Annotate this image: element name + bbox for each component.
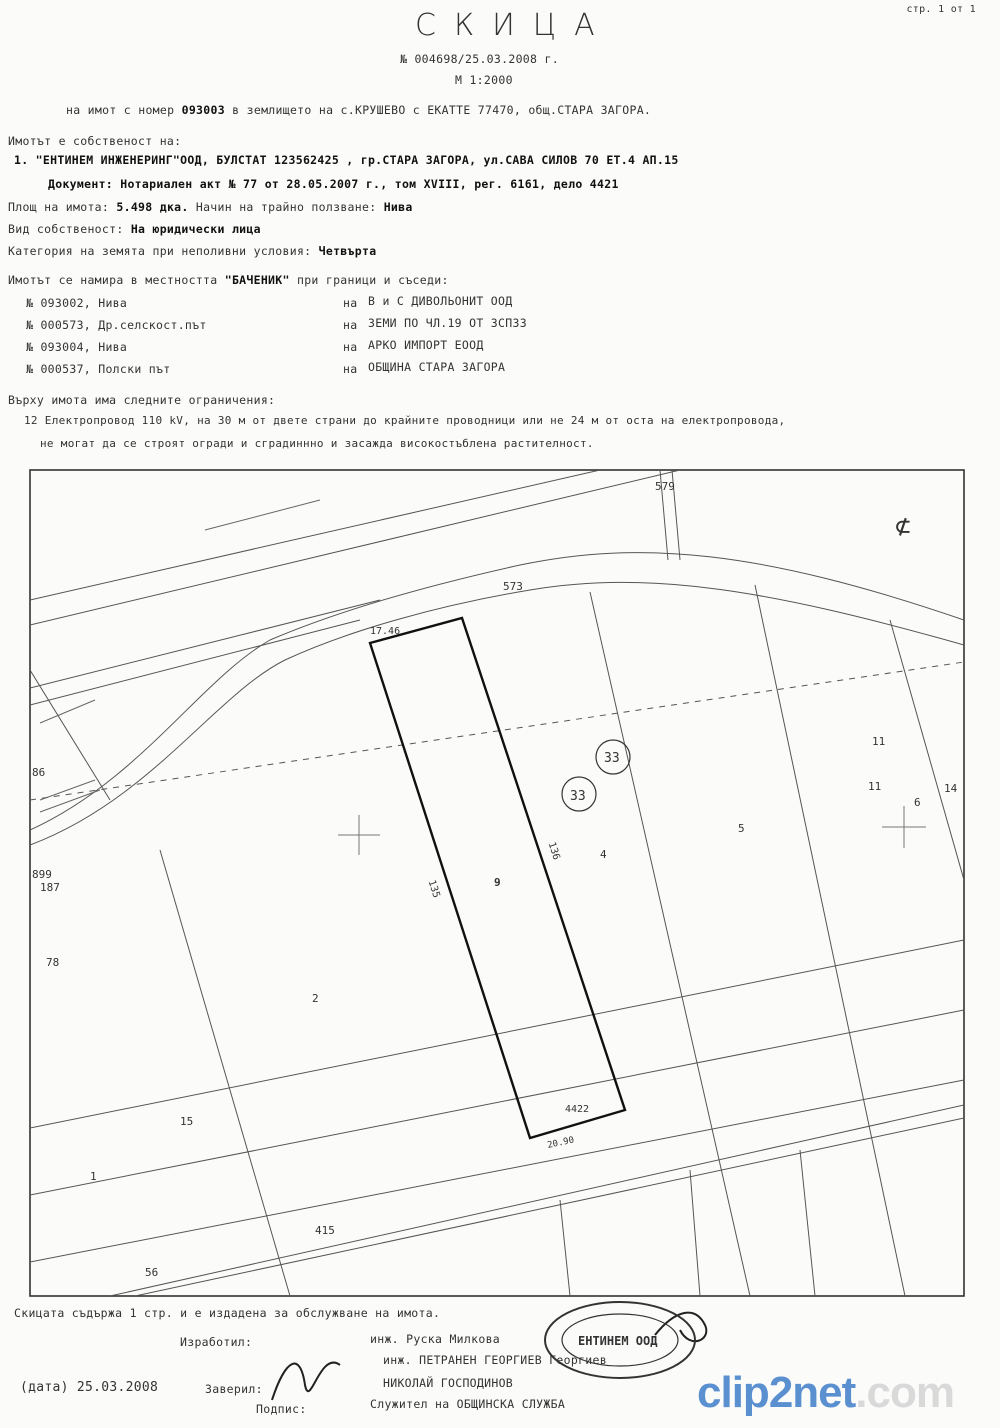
- ownership-label: Вид собственост:: [8, 222, 124, 236]
- land-use-label: Начин на трайно ползване:: [195, 200, 377, 214]
- document-number: № 004698/25.03.2008 г.: [400, 52, 559, 66]
- area-label: Площ на имота:: [8, 200, 110, 214]
- map-label: 15: [180, 1115, 194, 1128]
- sign-label: Подпис:: [256, 1402, 307, 1416]
- neighbour-owner-prefix: на: [343, 340, 358, 354]
- prepared-name: инж. Руска Милкова: [370, 1332, 501, 1346]
- parcel-boundary: [690, 1170, 700, 1296]
- map-label: 20.90: [546, 1135, 576, 1151]
- map-label: 33: [570, 789, 586, 804]
- subject-suffix: в землището на с.КРУШЕВО с ЕКАТТЕ 77470, общ.СТАРА ЗАГОРА.: [232, 103, 652, 117]
- location-suffix: при граници и съседи:: [296, 273, 449, 287]
- north-arrow-icon: ⊄: [895, 512, 911, 542]
- restriction-line-1: 12 Електропровод 110 kV, на 30 м от двете страни до крайните проводници или не 24 м от оста на електропровода,: [24, 414, 786, 427]
- parcel-boundary: [560, 1200, 570, 1296]
- watermark-part1: clip2net: [697, 1368, 856, 1417]
- road-outline: [30, 553, 964, 830]
- prepared-label: Изработил:: [180, 1335, 253, 1349]
- ownership-value: На юридически лица: [130, 222, 261, 236]
- map-label: 33: [604, 751, 620, 766]
- map-label: 78: [46, 956, 60, 969]
- map-label: 2: [312, 992, 319, 1005]
- boundary-line: [30, 600, 380, 688]
- neighbour-id: № 000573, Др.селскост.път: [26, 318, 207, 332]
- map-label: 573: [503, 580, 523, 593]
- map-label: 579: [655, 480, 675, 493]
- map-label: 136: [545, 840, 562, 862]
- issue-date: (дата) 25.03.2008: [20, 1380, 159, 1395]
- parcel-boundary: [755, 585, 905, 1296]
- hatch-marks: [40, 500, 320, 812]
- map-label: 11: [872, 735, 886, 748]
- map-label: 5: [738, 822, 745, 835]
- parcel-boundary: [30, 670, 110, 800]
- document-scale: М 1:2000: [455, 73, 513, 87]
- crosshair-icon: [882, 806, 926, 848]
- area-value: 5.498 дка.: [116, 200, 189, 214]
- boundary-line: [30, 470, 680, 625]
- owner-document: Документ: Нотариален акт № 77 от 28.05.2007 г., том XVIII, рег. 6161, дело 4421: [48, 177, 619, 191]
- owner-label: Имотът е собственост на:: [8, 134, 182, 148]
- neighbour-owner: ЗЕМИ ПО ЧЛ.19 ОТ ЗСПЗЗ: [368, 316, 527, 330]
- map-label: 56: [145, 1266, 159, 1279]
- neighbour-owner: АРКО ИМПОРТ ЕООД: [368, 338, 484, 352]
- land-use-value: Нива: [383, 200, 413, 214]
- boundary-line: [110, 1105, 964, 1296]
- boundary-line: [30, 1080, 964, 1262]
- map-label: 14: [944, 782, 958, 795]
- map-label: 1: [90, 1170, 97, 1183]
- owner-entry: 1. "ЕНТИНЕМ ИНЖЕНЕРИНГ"ООД, БУЛСТАТ 123562425 , гр.СТАРА ЗАГОРА, ул.САВА СИЛОВ 70 ЕТ.4 АП.15: [14, 153, 679, 167]
- map-label: 415: [315, 1224, 335, 1237]
- powerline: [30, 662, 964, 800]
- map-label: 135: [425, 878, 442, 900]
- parcel-boundary: [890, 620, 964, 880]
- parcel-boundary: [160, 850, 290, 1296]
- map-label: 9: [494, 876, 501, 889]
- watermark-part2: .com: [855, 1368, 954, 1417]
- restrictions-label: Върху имота има следните ограничения:: [8, 393, 276, 407]
- map-label: 6: [914, 796, 921, 809]
- watermark-logo: [697, 1368, 954, 1418]
- boundary-line: [30, 620, 360, 705]
- neighbour-id: № 093002, Нива: [26, 296, 128, 310]
- parcel-boundary: [590, 592, 750, 1296]
- subject-prefix: на имот с номер: [66, 103, 175, 117]
- neighbour-id: № 000537, Полски път: [26, 362, 171, 376]
- subject-number: 093003: [181, 103, 225, 117]
- map-label: 4: [600, 848, 607, 861]
- category-value: Четвърта: [318, 244, 377, 258]
- official-role: Служител на ОБЩИНСКА СЛУЖБА: [370, 1397, 566, 1411]
- parcel-boundary: [800, 1150, 815, 1296]
- official-name: НИКОЛАЙ ГОСПОДИНОВ: [383, 1376, 514, 1390]
- map-label: 17.46: [370, 626, 401, 637]
- map-label: 11: [868, 780, 882, 793]
- crosshair-icon: [338, 815, 380, 855]
- signature-mark: [272, 1363, 340, 1400]
- road-outline: [30, 582, 964, 845]
- restriction-line-2: не могат да се строят огради и сградиннно и засажда високостъблена растителност.: [40, 437, 594, 450]
- neighbour-owner-prefix: на: [343, 318, 358, 332]
- page-number: стр. 1 от 1: [906, 4, 976, 15]
- stamp-text: ЕНТИНЕМ ООД: [578, 1334, 658, 1348]
- manager-label: Заверил:: [205, 1382, 263, 1396]
- category-label: Категория на земята при неполивни условия:: [8, 244, 312, 258]
- location-place: "БАЧЕНИК": [224, 273, 290, 287]
- map-label: 4422: [565, 1104, 590, 1115]
- neighbour-id: № 093004, Нива: [26, 340, 128, 354]
- footer-notice: Скицата съдържа 1 стр. и е издадена за обслужване на имота.: [14, 1306, 441, 1320]
- map-label: 86: [32, 766, 46, 779]
- location-prefix: Имотът се намира в местността: [8, 273, 218, 287]
- manager-name: инж. ПЕТРАНЕН ГЕОРГИЕВ Георгиев: [383, 1353, 607, 1367]
- document-title: СКИЦА: [415, 8, 613, 43]
- neighbour-owner: ОБЩИНА СТАРА ЗАГОРА: [368, 360, 506, 374]
- neighbour-owner-prefix: на: [343, 362, 358, 376]
- map-label: 899: [32, 868, 52, 881]
- neighbour-owner: В и С ДИВОЛЬОНИТ ООД: [368, 294, 513, 308]
- map-label: 187: [40, 881, 60, 894]
- neighbour-owner-prefix: на: [343, 296, 358, 310]
